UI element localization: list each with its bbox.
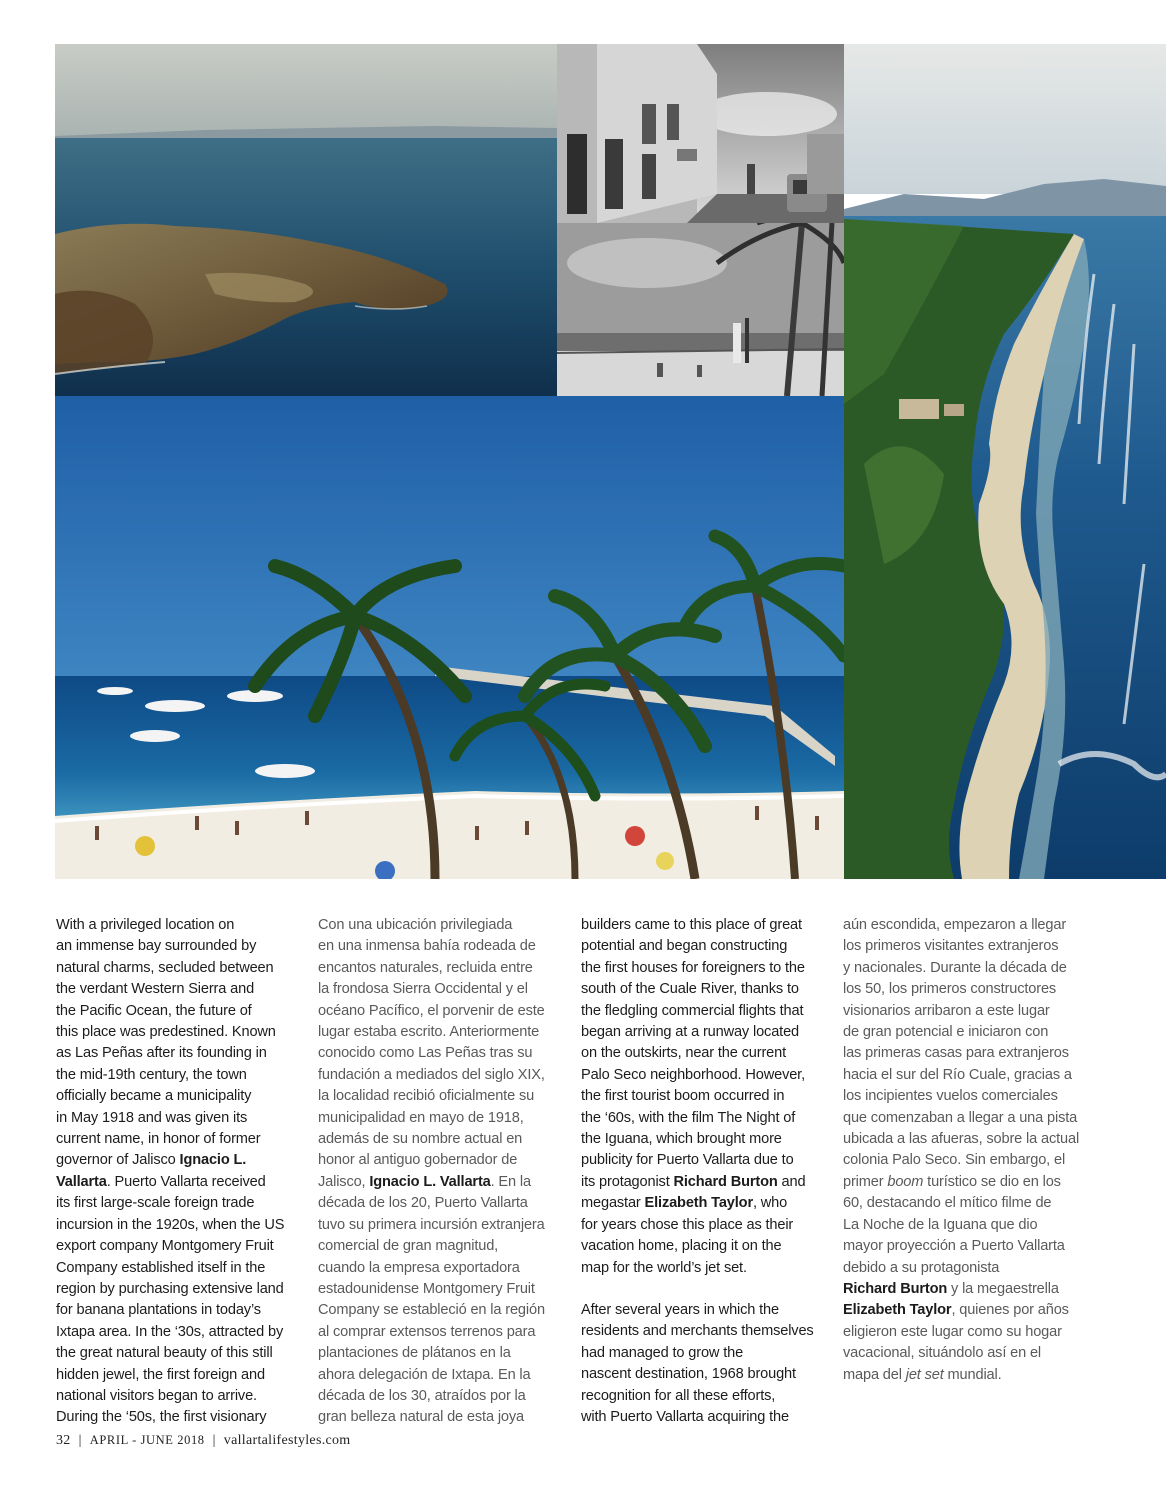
text-line: [56, 1172, 296, 1193]
footer-separator: |: [212, 1433, 216, 1448]
text-line: 60, destacando el mítico filme de: [843, 1195, 1052, 1212]
text-line: que comenzaban a llegar a una pista: [843, 1109, 1078, 1126]
text-line: cuando la empresa exportadora: [318, 1259, 520, 1276]
text-line: honor al antiguo gobernador de: [318, 1152, 518, 1169]
coastline-aerial-photo: [844, 44, 1166, 879]
text-run: . Puerto Vallarta received: [106, 1173, 266, 1190]
text-line: builders came to this place of great: [581, 917, 802, 933]
text-line: an immense bay surrounded by: [56, 938, 257, 955]
text-line: ahora delegación de Ixtapa. En la: [318, 1366, 531, 1383]
text-line: mayor proyección a Puerto Vallarta: [843, 1238, 1065, 1255]
text-line: conocido como Las Peñas tras su: [318, 1045, 533, 1062]
text-line: began arriving at a runway located: [581, 1024, 799, 1041]
text-line: ubicada a las afueras, sobre la actual: [843, 1131, 1080, 1148]
text-line: encantos naturales, recluida entre: [318, 959, 533, 976]
text-line: south of the Cuale River, thanks to: [581, 981, 799, 998]
text-line: hacia el sur del Río Cuale, gracias a: [843, 1066, 1072, 1083]
article-column-english-1: [56, 915, 296, 1429]
text-line: comercial de gran magnitud,: [318, 1238, 499, 1255]
text-line: [843, 1365, 1088, 1386]
text-line: tuvo su primera incursión extranjera: [318, 1216, 545, 1233]
text-line: estadounidense Montgomery Fruit: [318, 1280, 535, 1297]
text-run: mapa del: [843, 1366, 906, 1383]
italic-term: boom: [887, 1173, 924, 1190]
text-run: megastar: [581, 1195, 645, 1212]
text-line: the mid-19th century, the town: [56, 1066, 247, 1083]
text-line: incursion in the 1920s, when the US: [56, 1216, 285, 1233]
text-line: map for the world’s jet set.: [581, 1259, 747, 1276]
footer-separator: |: [78, 1433, 82, 1448]
text-line: publicity for Puerto Vallarta due to: [581, 1152, 794, 1169]
text-run: turístico se dio en los: [923, 1173, 1061, 1190]
text-line: its first large-scale foreign trade: [56, 1195, 255, 1212]
text-line: officially became a municipality: [56, 1088, 252, 1105]
malecon-bw-photo: [557, 223, 844, 396]
text-line: las primeras casas para extranjeros: [843, 1045, 1069, 1062]
text-run: its protagonist: [581, 1173, 674, 1190]
text-line: the ‘60s, with the film The Night of: [581, 1109, 796, 1126]
text-line: y nacionales. Durante la década de: [843, 959, 1067, 976]
text-line: in May 1918 and was given its: [56, 1109, 248, 1126]
text-line: the great natural beauty of this still: [56, 1345, 273, 1362]
text-line: as Las Peñas after its founding in: [56, 1045, 267, 1062]
person-name: Elizabeth Taylor: [644, 1195, 753, 1212]
text-run: , who: [752, 1195, 788, 1212]
person-name: Richard Burton: [673, 1173, 778, 1190]
person-name: Richard Burton: [843, 1280, 948, 1297]
text-run: y la megaestrella: [947, 1280, 1059, 1297]
text-line: the Iguana, which brought more: [581, 1131, 782, 1148]
text-line: los 50, los primeros constructores: [843, 981, 1057, 998]
text-line: los incipientes vuelos comerciales: [843, 1088, 1058, 1105]
italic-term: jet set: [905, 1366, 944, 1383]
text-run: governor of Jalisco: [56, 1152, 180, 1169]
text-line: eligieron este lugar como su hogar: [843, 1323, 1062, 1340]
text-line: region by purchasing extensive land: [56, 1280, 284, 1297]
text-line: this place was predestined. Known: [56, 1024, 276, 1041]
text-line: the fledgling commercial flights that: [581, 1002, 804, 1019]
text-line: lugar estaba escrito. Anteriormente: [318, 1024, 540, 1041]
issue-date: APRIL - JUNE 2018: [89, 1433, 205, 1447]
text-line: plantaciones de plátanos en la: [318, 1345, 511, 1362]
person-name: Ignacio L. Vallarta: [369, 1173, 491, 1190]
text-line: nascent destination, 1968 brought: [581, 1366, 796, 1383]
beach-palms-photo: [55, 396, 844, 879]
text-line: gran belleza natural de esta joya: [318, 1409, 524, 1426]
text-line: Company se estableció en la región: [318, 1302, 545, 1319]
text-line: the Pacific Ocean, the future of: [56, 1002, 252, 1019]
text-line: the first houses for foreigners to the: [581, 959, 805, 976]
text-run: mundial.: [943, 1366, 1002, 1383]
text-run: Jalisco,: [318, 1173, 370, 1190]
text-line: océano Pacífico, el porvenir de este: [318, 1002, 545, 1019]
aerial-island-photo: [55, 44, 557, 396]
text-line: Company established itself in the: [56, 1259, 266, 1276]
text-line: municipalidad en mayo de 1918,: [318, 1109, 524, 1126]
article-column-spanish-2: [843, 915, 1088, 1386]
text-line: Ixtapa area. In the ‘30s, attracted by: [56, 1323, 284, 1340]
text-line: al comprar extensos terrenos para: [318, 1323, 536, 1340]
text-line: vacation home, placing it on the: [581, 1238, 782, 1255]
text-line: década de los 30, atraídos por la: [318, 1387, 526, 1404]
text-line: [56, 1150, 296, 1171]
article-column-english-2: [581, 915, 826, 1428]
text-line: debido a su protagonista: [843, 1259, 1000, 1276]
text-line: for banana plantations in today’s: [56, 1302, 261, 1319]
text-line: en una inmensa bahía rodeada de: [318, 938, 536, 955]
person-name: Vallarta: [56, 1173, 107, 1190]
text-line: the verdant Western Sierra and: [56, 981, 255, 998]
text-line: [581, 1193, 826, 1214]
street-bw-photo: [557, 44, 844, 223]
text-line: Con una ubicación privilegiada: [318, 917, 513, 933]
text-run: , quienes por años: [951, 1302, 1069, 1319]
paragraph-gap: [581, 1279, 826, 1300]
text-line: export company Montgomery Fruit: [56, 1238, 274, 1255]
text-line: la frondosa Sierra Occidental y el: [318, 981, 528, 998]
text-line: [581, 1172, 826, 1193]
article-column-spanish-1: [318, 915, 563, 1429]
text-line: los primeros visitantes extranjeros: [843, 938, 1059, 955]
text-line: vacacional, situándolo así en el: [843, 1345, 1042, 1362]
page-footer: [56, 1433, 351, 1449]
text-line: the first tourist boom occurred in: [581, 1088, 785, 1105]
text-line: for years chose this place as their: [581, 1216, 794, 1233]
text-line: had managed to grow the: [581, 1344, 744, 1361]
text-run: and: [777, 1173, 806, 1190]
text-line: [843, 1300, 1088, 1321]
text-line: [318, 1172, 563, 1193]
text-run: . En la: [490, 1173, 531, 1190]
text-line: de gran potencial e iniciaron con: [843, 1024, 1049, 1041]
text-line: [843, 1279, 1088, 1300]
website-link[interactable]: vallartalifestyles.com: [223, 1433, 351, 1448]
text-line: current name, in honor of former: [56, 1131, 261, 1148]
text-line: natural charms, secluded between: [56, 959, 274, 976]
text-line: with Puerto Vallarta acquiring the: [581, 1408, 789, 1425]
text-line: visionarios arribaron a este lugar: [843, 1002, 1050, 1019]
text-line: además de su nombre actual en: [318, 1131, 523, 1148]
text-line: recognition for all these efforts,: [581, 1387, 776, 1404]
text-run: primer: [843, 1173, 888, 1190]
text-line: aún escondida, empezaron a llegar: [843, 917, 1067, 933]
text-line: colonia Palo Seco. Sin embargo, el: [843, 1152, 1066, 1169]
text-line: hidden jewel, the first foreign and: [56, 1366, 265, 1383]
text-line: [843, 1172, 1088, 1193]
text-line: national visitors began to arrive.: [56, 1387, 257, 1404]
text-line: After several years in which the: [581, 1301, 779, 1318]
person-name: Ignacio L.: [179, 1152, 247, 1169]
text-line: década de los 20, Puerto Vallarta: [318, 1195, 528, 1212]
text-line: La Noche de la Iguana que dio: [843, 1216, 1038, 1233]
text-line: With a privileged location on: [56, 917, 235, 933]
text-line: la localidad recibió oficialmente su: [318, 1088, 535, 1105]
text-line: on the outskirts, near the current: [581, 1045, 786, 1062]
text-line: fundación a mediados del siglo XIX,: [318, 1066, 545, 1083]
text-line: Palo Seco neighborhood. However,: [581, 1066, 805, 1083]
page-number: 32: [56, 1433, 71, 1448]
text-line: potential and began constructing: [581, 938, 788, 955]
text-line: residents and merchants themselves: [581, 1323, 814, 1340]
person-name: Elizabeth Taylor: [843, 1302, 952, 1319]
text-line: During the ‘50s, the first visionary: [56, 1409, 267, 1426]
